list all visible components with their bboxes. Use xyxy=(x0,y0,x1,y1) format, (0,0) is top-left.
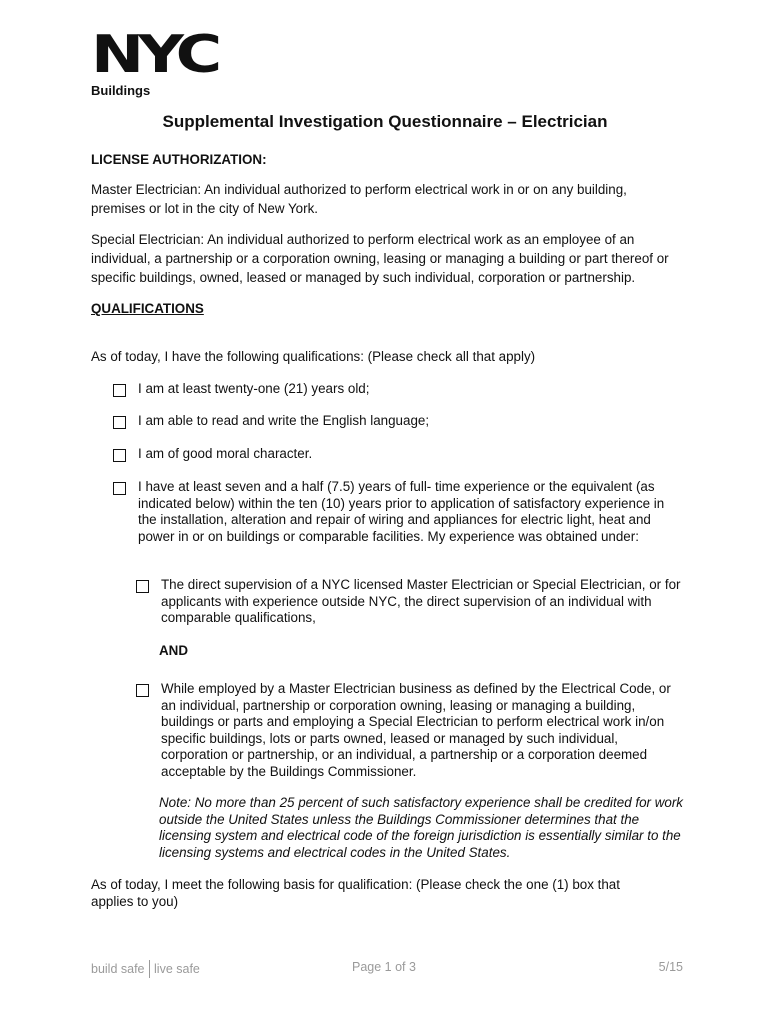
basis-intro: As of today, I meet the following basis for qualification: (Please check the one (1) box that applies to you) xyxy=(91,877,620,909)
special-electrician-paragraph: Special Electrician: An individual authorized to perform electrical work as an employee of an individual, a partnership or a corporation owning, leasing or managing a building or part thereof or specific buildings, owned, leased or managed by such individual, corporation or partnership. xyxy=(91,232,669,285)
checkbox-direct-supervision[interactable] xyxy=(136,580,149,593)
checkbox-label: I am able to read and write the English language; xyxy=(138,413,430,428)
nyc-logo-mark: NYC xyxy=(91,25,217,85)
slogan-left: build safe xyxy=(91,962,145,976)
license-heading: LICENSE AUTHORIZATION: xyxy=(91,152,267,167)
checkbox-label: While employed by a Master Electrician business as defined by the Electrical Code, or an individual, partnership or corporation owning, leasing or managing a building, buildings or parts and employing a Special Electrician to perform electrical work in/on specific buildings, lots or parts owned, leased or managed by such individual, corporation or partnership, or an individual, a partnership or a corporation deemed acceptable by the Buildings Commissioner. xyxy=(161,681,671,779)
nyc-buildings-logo xyxy=(91,25,217,98)
and-label: AND xyxy=(159,643,189,658)
checkbox-label: The direct supervision of a NYC licensed Master Electrician or Special Electrician, or for applicants with experience outside NYC, the direct supervision of an individual with comparable qualifications, xyxy=(161,577,681,625)
checkbox-item-employed xyxy=(136,681,684,780)
checkbox-moral-character[interactable] xyxy=(113,449,126,462)
experience-note: Note: No more than 25 percent of such satisfactory experience shall be credited for work outside the United States unless the Buildings Commissioner determines that the licensing system and electrical code of the foreign jurisdiction is essentially similar to the licensing systems and electrical codes in the United States. xyxy=(159,795,683,860)
qualifications-heading: QUALIFICATIONS xyxy=(91,301,204,316)
slogan-right: live safe xyxy=(154,962,200,976)
page-footer xyxy=(91,960,683,978)
checkbox-item-moral-character xyxy=(113,446,683,463)
master-electrician-paragraph: Master Electrician: An individual authorized to perform electrical work in or on any building, premises or lot in the city of New York. xyxy=(91,182,627,216)
checkbox-label: I am of good moral character. xyxy=(138,446,313,461)
checkbox-age[interactable] xyxy=(113,384,126,397)
checkbox-employed[interactable] xyxy=(136,684,149,697)
form-version: 5/15 xyxy=(658,960,683,974)
logo-subtitle: Buildings xyxy=(91,83,151,98)
checkbox-item-age xyxy=(113,381,683,398)
checkbox-label: I have at least seven and a half (7.5) years of full- time experience or the equivalent (as indicated below) within the ten (10) years prior to application of satisfactory experience in the installation, alteration and repair of wiring and appliances for electric light, heat and power in or on buildings or comparable facilities. My experience was obtained under: xyxy=(138,479,665,544)
checkbox-item-direct-supervision xyxy=(136,577,684,627)
checkbox-label: I am at least twenty-one (21) years old; xyxy=(138,381,370,396)
checkbox-english[interactable] xyxy=(113,416,126,429)
checkbox-item-english xyxy=(113,413,683,430)
document-title: Supplemental Investigation Questionnaire – Electrician xyxy=(162,112,608,131)
checkbox-item-experience xyxy=(113,479,685,545)
checkbox-experience[interactable] xyxy=(113,482,126,495)
qualifications-intro: As of today, I have the following qualifications: (Please check all that apply) xyxy=(91,349,536,364)
footer-slogan xyxy=(91,960,200,978)
slogan-divider xyxy=(149,960,151,978)
page-number: Page 1 of 3 xyxy=(352,960,416,974)
